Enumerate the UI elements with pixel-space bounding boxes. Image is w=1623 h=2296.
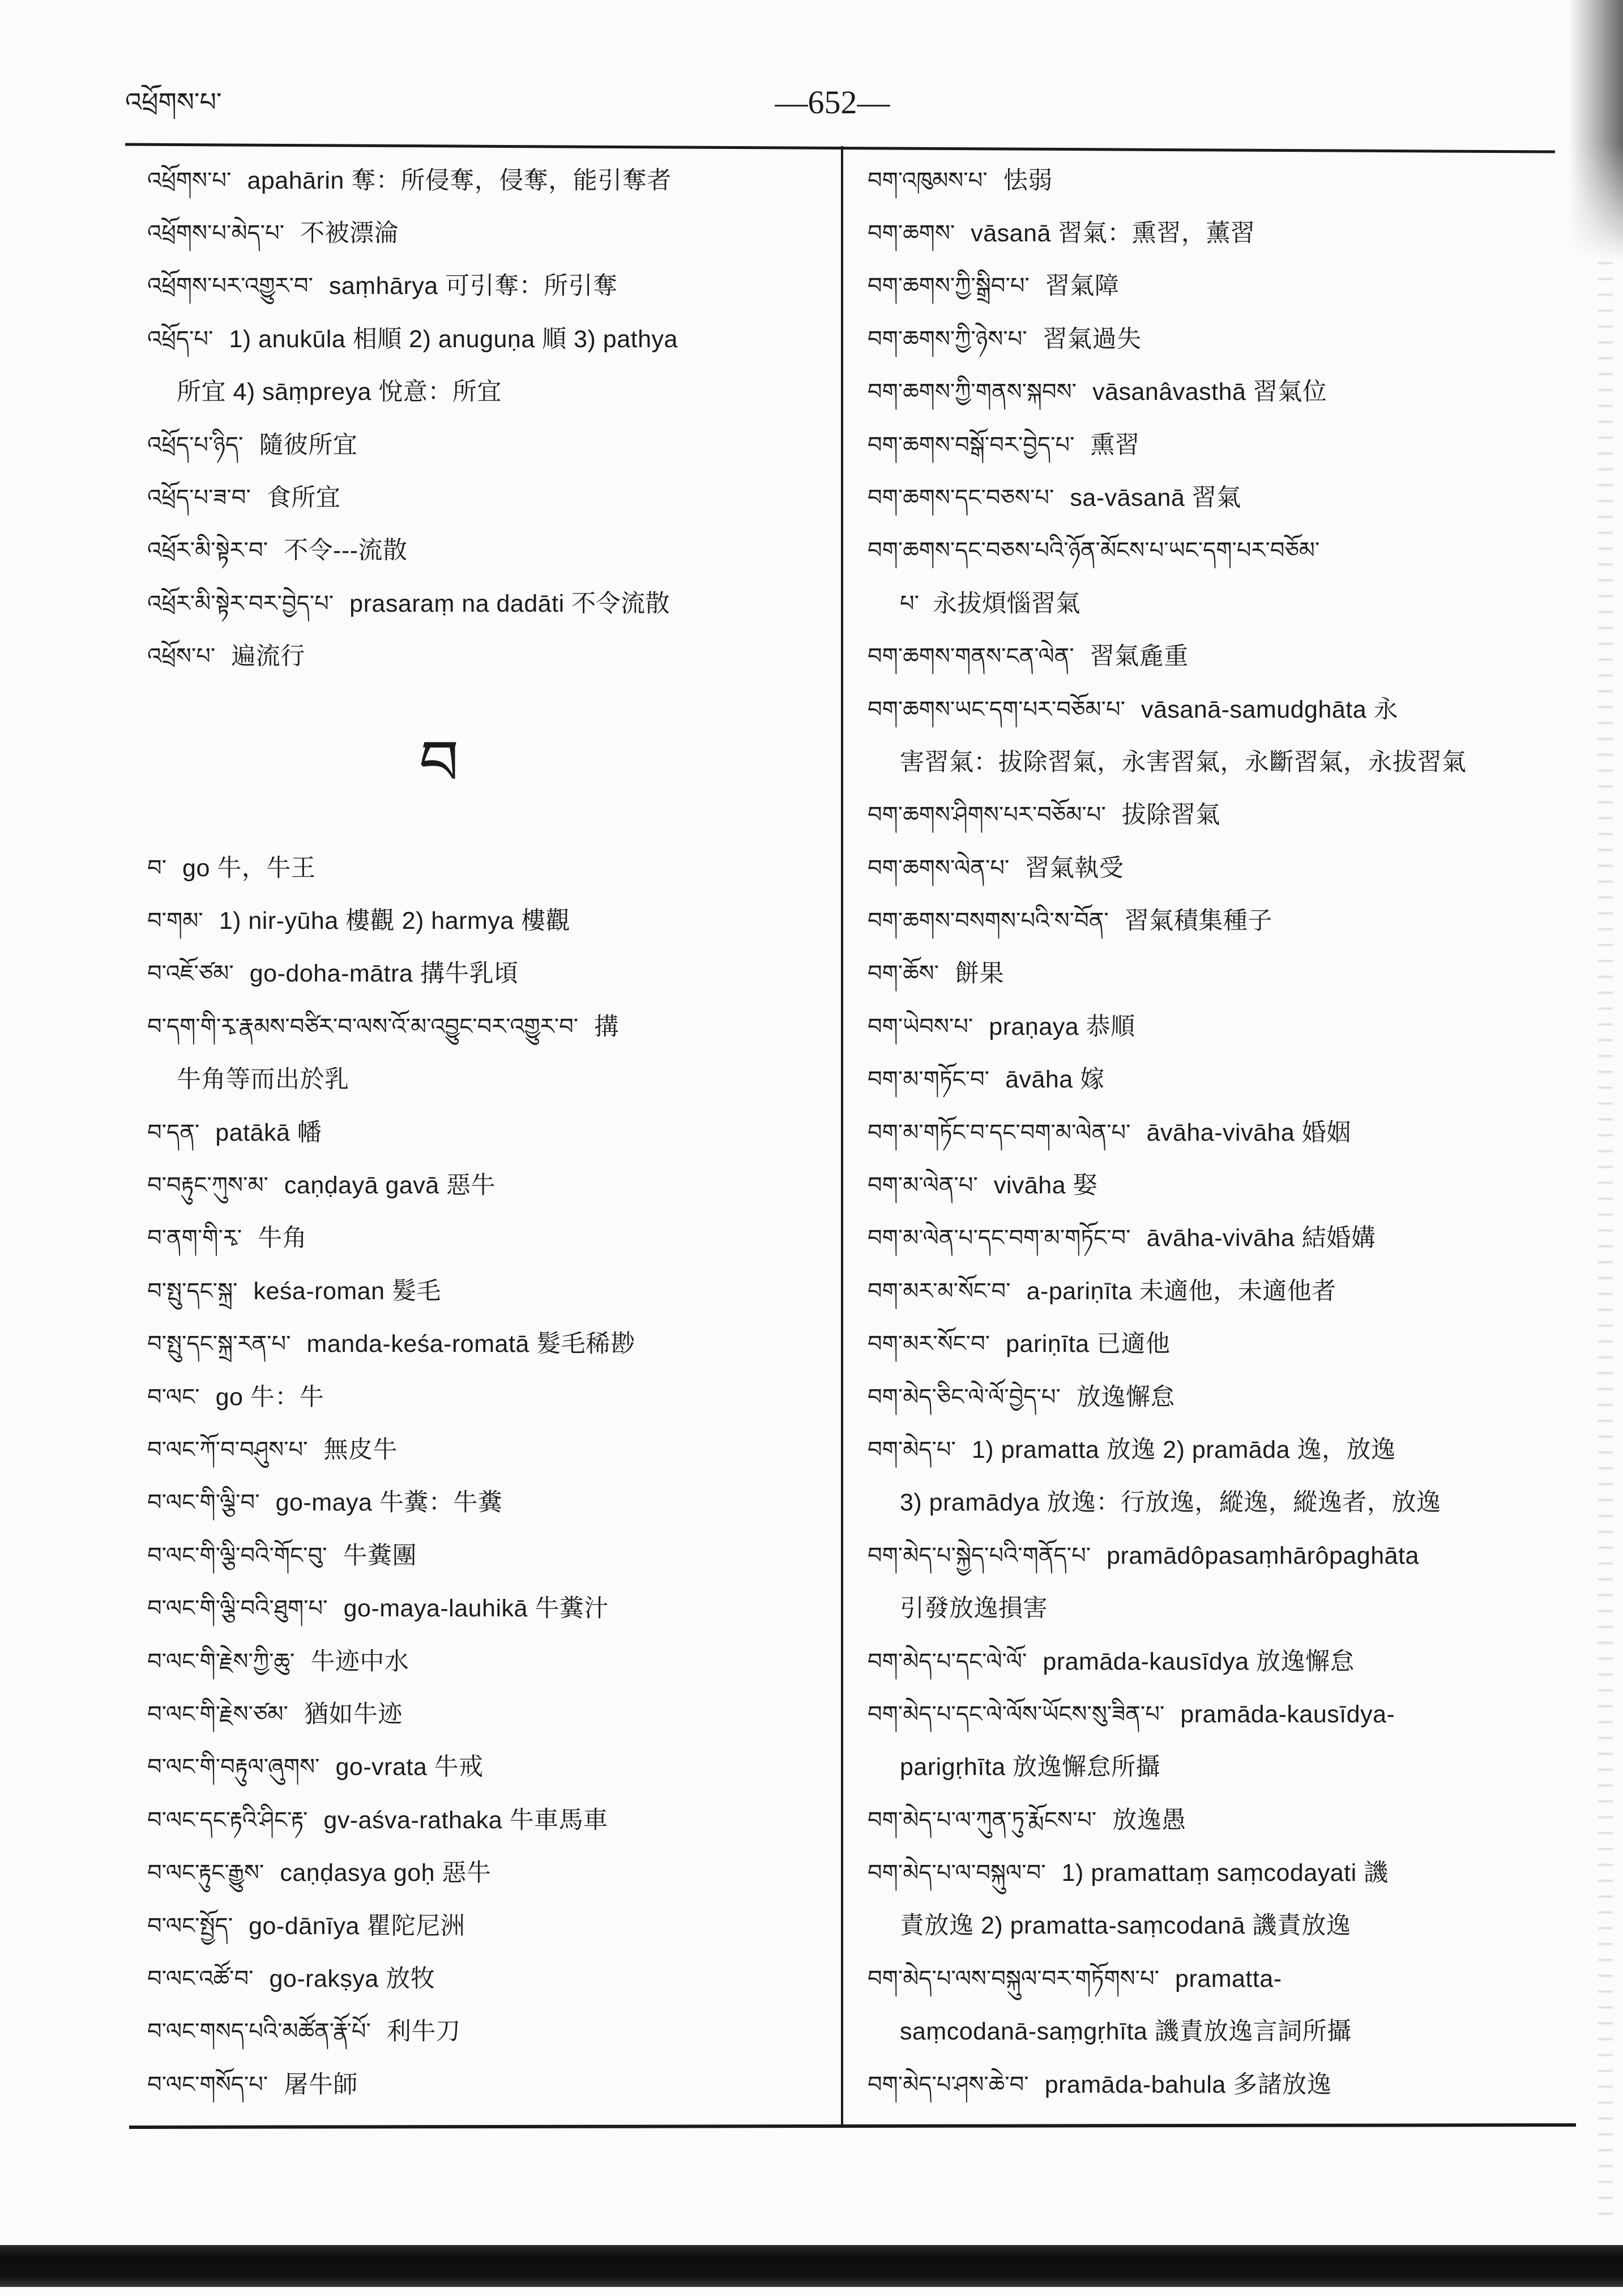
entry-headword: བག་ཆགས་ཀྱི་སྒྲིབ་པ་ <box>868 273 1030 300</box>
entry-headword: བག་ཆགས་ཡང་དག་པར་བཅོམ་པ་ <box>868 696 1125 723</box>
entry-line <box>147 313 815 366</box>
entry-headword: བ་ལང་རྟུང་རྒྱུས་ <box>147 1860 264 1887</box>
entry-continuation: 所宜 4) sāṃpreya 悅意：所宜 <box>177 378 502 406</box>
entry-headword: འཕྲོར་མི་སྟེར་བར་བྱེད་པ་ <box>147 590 334 617</box>
entry-definition: vivāha 娶 <box>993 1172 1098 1200</box>
entry-headword: བག་ཆགས་ཀྱི་གནས་སྐབས་ <box>868 379 1077 406</box>
entry-headword: བག་ཡེབས་པ་ <box>868 1013 973 1040</box>
entry-headword: བག་མ་གཏོང་བ་དང་བག་མ་ལེན་པ་ <box>868 1119 1131 1146</box>
entry-definition: 習氣積集種子 <box>1124 907 1272 935</box>
entry-continuation-line <box>147 1053 815 1106</box>
entry-headword: བག་མེད་པ་ལས་བསྐུལ་བར་གཏོགས་པ་ <box>868 1965 1160 1992</box>
entry-headword: བག་ཆགས་ཀྱི་ཉེས་པ་ <box>868 326 1027 352</box>
scan-edge-shadow <box>1569 0 1623 261</box>
entry-headword: བ་བརྟུང་ཀུས་མ་ <box>147 1172 268 1199</box>
entry-line <box>868 155 1530 207</box>
entry-headword: བག་མེད་པ་ལ་བསྐུལ་བ་ <box>868 1860 1046 1887</box>
entry-definition: apahārin 奪：所侵奪，侵奪，能引奪者 <box>247 167 672 194</box>
entry-line <box>868 789 1530 842</box>
entry-line <box>147 155 815 207</box>
entry-headword: བག་ཆགས་བསྒོ་བར་བྱེད་པ་ <box>868 432 1075 458</box>
entry-line <box>868 1847 1530 1900</box>
entry-definition: go-maya-lauhikā 牛糞汁 <box>343 1595 609 1623</box>
entry-line <box>147 1953 815 2005</box>
entry-line <box>147 578 815 630</box>
entry-headword: བག་ཆགས་གནས་ངན་ལེན་ <box>868 643 1074 670</box>
entry-line <box>147 1424 815 1476</box>
running-head: འཕྲོགས་པ་ <box>125 87 222 117</box>
entry-definition: 1) anukūla 相順 2) anuguṇa 順 3) pathya <box>229 325 678 353</box>
entry-definition: 牛角 <box>258 1224 307 1252</box>
entry-continuation: 害習氣：拔除習氣，永害習氣，永斷習氣，永拔習氣 <box>900 748 1467 776</box>
entry-line <box>868 1424 1530 1476</box>
entry-line <box>868 1212 1530 1265</box>
entry-line <box>868 1953 1530 2005</box>
entry-line <box>868 1318 1530 1371</box>
entry-definition: vāsanâvasthā 習氣位 <box>1092 378 1327 406</box>
entry-continuation-line <box>147 366 815 419</box>
entry-line <box>868 1636 1530 1688</box>
entry-line <box>147 2059 815 2111</box>
entry-line <box>868 684 1530 736</box>
entry-line <box>868 313 1530 366</box>
entry-definition: āvāha 嫁 <box>1005 1066 1105 1094</box>
entry-line <box>147 1318 815 1371</box>
entry-headword: བ་ལང་སྤྱོད་ <box>147 1913 233 1939</box>
entry-definition: go 牛，牛王 <box>182 854 316 882</box>
entry-line <box>868 1107 1530 1159</box>
entry-headword: བ་ལང་གི་རྗེས་ཙམ་ <box>147 1701 288 1727</box>
entry-headword: བག་མ་ལེན་པ་དང་བག་མ་གཏོང་བ་ <box>868 1225 1131 1252</box>
entry-line <box>868 2059 1530 2111</box>
entry-headword: བ་ལང་གསོད་པ་ <box>147 2071 268 2098</box>
scan-edge-speckle <box>1598 249 1613 2220</box>
entry-definition: 猶如牛迹 <box>304 1700 403 1728</box>
entry-line <box>147 472 815 524</box>
entry-continuation-line <box>868 578 1530 630</box>
entry-headword: བག་མེད་པ་སྐྱེད་པའི་གནོད་པ་ <box>868 1542 1091 1569</box>
entry-line <box>147 1530 815 1582</box>
entry-headword: བ་ལང་འཚོ་བ་ <box>147 1965 254 1992</box>
entry-continuation: parigṛhīta 放逸懈怠所攝 <box>900 1753 1161 1781</box>
entry-line <box>868 842 1530 895</box>
entry-definition: saṃhārya 可引奪：所引奪 <box>328 272 618 300</box>
entry-definition: 放逸懈怠 <box>1076 1383 1175 1411</box>
entry-definition: 習氣麁重 <box>1090 643 1189 671</box>
top-rule <box>125 144 1555 152</box>
entry-headword: བ་ལང་ <box>147 1384 200 1410</box>
entry-line <box>147 260 815 313</box>
entry-line <box>147 1582 815 1635</box>
entry-headword: བག་ཆགས་དང་བཅས་པའི་ཉོན་མོངས་པ་ཡང་དག་པར་བཅོམ་ <box>868 537 1320 564</box>
entry-line <box>868 419 1530 472</box>
entry-definition: 1) nir-yūha 樓觀 2) harmya 樓觀 <box>219 907 571 935</box>
entry-headword: བག་ཆོས་ <box>868 961 939 987</box>
entry-definition: 熏習 <box>1090 431 1140 459</box>
entry-definition: 習氣過失 <box>1043 325 1142 353</box>
entry-definition: pramādôpasaṃhārôpaghāta <box>1107 1542 1419 1569</box>
entry-continuation: 3) pramādya 放逸：行放逸，縱逸，縱逸者，放逸 <box>900 1489 1441 1517</box>
entry-line <box>147 1794 815 1847</box>
entry-line <box>868 895 1530 948</box>
entry-line <box>147 1212 815 1265</box>
entry-line <box>868 1001 1530 1053</box>
entry-line <box>147 2005 815 2058</box>
entry-definition: patākā 幡 <box>215 1119 322 1146</box>
entry-headword: བ་ལང་གསད་པའི་མཚོན་རྣོ་པོ་ <box>147 2018 371 2045</box>
entry-headword: བག་མེད་པ་ <box>868 1436 956 1463</box>
entry-headword: འཕྲོད་པ་ <box>147 326 213 352</box>
entry-definition: 牛迹中水 <box>310 1648 409 1675</box>
entry-continuation-line <box>868 1582 1530 1635</box>
entry-continuation: 引發放逸損害 <box>900 1595 1048 1623</box>
entry-line <box>147 1001 815 1053</box>
entry-headword: བ་གམ་ <box>147 908 203 934</box>
entry-line <box>147 419 815 472</box>
entry-line <box>147 1265 815 1318</box>
entry-definition: pariṇīta 已適他 <box>1006 1330 1171 1358</box>
entry-headword-continuation: པ་ <box>900 590 920 617</box>
entry-definition: 遍流行 <box>231 643 305 671</box>
entry-headword: བ་ <box>147 855 167 881</box>
entry-headword: བག་མེད་ཅིང་ལེ་ལོ་བྱེད་པ་ <box>868 1384 1061 1410</box>
entry-headword: བ་སྤུ་དང་སྐྲ་རན་པ་ <box>147 1331 291 1358</box>
entry-definition: caṇḍayā gavā 惡牛 <box>284 1172 496 1200</box>
entry-definition: 不令---流散 <box>284 537 408 565</box>
entry-definition: 拔除習氣 <box>1121 801 1220 829</box>
entry-definition: 怯弱 <box>1003 167 1053 194</box>
entry-headword: བ་དག་གི་རྭ་རྣམས་བཙིར་བ་ལས་འོ་མ་འབྱུང་བར་འགྱུར་བ་ <box>147 1013 579 1040</box>
entry-headword: བག་མེད་པ་ལ་ཀུན་ཏུ་རྨོངས་པ་ <box>868 1807 1097 1833</box>
entry-definition: 屠牛師 <box>284 2071 358 2098</box>
entry-definition: keśa-roman 髮毛 <box>253 1277 441 1305</box>
entry-headword: བག་མེད་པ་ཤས་ཆེ་བ་ <box>868 2071 1029 2098</box>
entry-definition: 牛糞團 <box>343 1542 417 1569</box>
entry-headword: བག་ཆགས་བསགས་པའི་ས་བོན་ <box>868 908 1109 934</box>
left-column <box>147 155 815 2111</box>
entry-headword: བག་མ་ལེན་པ་ <box>868 1172 978 1199</box>
entry-line <box>868 948 1530 1000</box>
entry-line <box>868 366 1530 419</box>
entry-definition: gv-aśva-rathaka 牛車馬車 <box>323 1806 608 1834</box>
entry-block <box>868 155 1530 2111</box>
entry-continuation: 永拔煩惱習氣 <box>933 590 1081 617</box>
entry-continuation-line <box>868 1741 1530 1794</box>
entry-definition: praṇaya 恭順 <box>989 1013 1135 1040</box>
page-number: —652— <box>775 84 890 121</box>
entry-definition: 1) pramattaṃ saṃcodayati 譏 <box>1061 1859 1389 1887</box>
entry-continuation-line <box>868 1476 1530 1529</box>
entry-definition: āvāha-vivāha 婚姻 <box>1146 1119 1351 1146</box>
entry-continuation-line <box>868 2005 1530 2058</box>
entry-line <box>868 1371 1530 1424</box>
entry-line <box>868 524 1530 577</box>
entry-headword: བག་མར་སོང་བ་ <box>868 1331 990 1358</box>
entry-line <box>147 1476 815 1529</box>
entry-continuation: saṃcodanā-saṃgṛhīta 譏責放逸言詞所攝 <box>900 2018 1352 2046</box>
entry-definition: a-pariṇīta 未適他，未適他者 <box>1026 1277 1336 1305</box>
entry-definition: vāsanā 習氣：熏習，薰習 <box>971 219 1255 247</box>
entry-headword: བག་ཆགས་དང་བཅས་པ་ <box>868 484 1054 511</box>
entry-definition: caṇḍasya goḥ 惡牛 <box>280 1859 492 1887</box>
entry-headword: བ་ནག་གི་རྭ་ <box>147 1225 242 1252</box>
entry-headword: བག་མར་མ་སོང་བ་ <box>868 1278 1011 1304</box>
entry-headword: འཕྲོགས་པ་མེད་པ་ <box>147 220 285 246</box>
entry-block <box>147 155 815 684</box>
entry-line <box>868 1530 1530 1582</box>
entry-line <box>147 1636 815 1688</box>
entry-headword: བ་ལང་གི་རྗེས་ཀྱི་ཆུ་ <box>147 1648 295 1675</box>
entry-definition: 隨彼所宜 <box>259 431 358 459</box>
entry-definition: 食所宜 <box>266 484 341 511</box>
entry-line <box>868 1688 1530 1741</box>
entry-definition: 無皮牛 <box>323 1436 398 1463</box>
entry-headword: འཕྲོས་པ་ <box>147 643 216 670</box>
entry-definition: āvāha-vivāha 結婚媾 <box>1146 1224 1376 1252</box>
entry-definition: 放逸愚 <box>1112 1806 1186 1834</box>
entry-headword: འཕྲོད་པ་ཉིད་ <box>147 432 244 458</box>
entry-line <box>868 1265 1530 1318</box>
entry-definition: vāsanā-samudghāta 永 <box>1141 695 1399 723</box>
entry-definition: pramāda-kausīdya- <box>1180 1700 1395 1728</box>
entry-headword: འཕྲོགས་པར་འགྱུར་བ་ <box>147 273 313 300</box>
entry-line <box>868 630 1530 683</box>
entry-definition: prasaraṃ na dadāti 不令流散 <box>349 590 670 617</box>
entry-line <box>147 1741 815 1794</box>
entry-continuation-line <box>868 736 1530 789</box>
entry-headword: བ་ལང་གི་ལྕི་བ་ <box>147 1490 260 1516</box>
entry-headword: བག་ཆགས་ལེན་པ་ <box>868 855 1010 881</box>
entry-continuation: 責放逸 2) pramatta-saṃcodanā 譏責放逸 <box>900 1912 1351 1940</box>
entry-block <box>147 842 815 2111</box>
entry-line <box>868 1159 1530 1212</box>
entry-headword: བག་འཁུམས་པ་ <box>868 167 988 194</box>
entry-line <box>147 630 815 683</box>
bottom-rule <box>129 2125 1576 2127</box>
entry-line <box>868 207 1530 260</box>
entry-definition: go-maya 牛糞：牛糞 <box>275 1489 503 1517</box>
entry-continuation-line <box>868 1900 1530 1952</box>
entry-definition: go-doha-mātra 搆牛乳頃 <box>249 960 519 988</box>
entry-headword: བག་ཆགས་ <box>868 220 955 246</box>
scan-bottom-band <box>0 2245 1623 2287</box>
entry-line <box>147 948 815 1000</box>
entry-definition: 1) pramatta 放逸 2) pramāda 逸，放逸 <box>971 1436 1396 1463</box>
entry-definition: 利牛刀 <box>386 2018 461 2046</box>
entry-definition: 餅果 <box>955 960 1005 988</box>
entry-definition: manda-keśa-romatā 髮毛稀尠 <box>306 1330 635 1358</box>
entry-headword: བ་དན་ <box>147 1119 200 1146</box>
entry-definition: 習氣障 <box>1045 272 1120 300</box>
section-letter: བ <box>419 726 459 799</box>
entry-line <box>147 1107 815 1159</box>
entry-headword: བག་མ་གཏོང་བ་ <box>868 1066 990 1093</box>
entry-line <box>147 895 815 948</box>
entry-headword: འཕྲོགས་པ་ <box>147 167 232 194</box>
entry-headword: འཕྲོར་མི་སྟེར་བ་ <box>147 537 268 564</box>
entry-definition: pramāda-bahula 多諸放逸 <box>1044 2071 1332 2098</box>
entry-definition: 不被漂淪 <box>300 219 399 247</box>
entry-line <box>868 472 1530 524</box>
entry-definition: go 牛：牛 <box>215 1383 324 1411</box>
entry-headword: བ་ལང་གི་ལྕི་བའི་ཐུག་པ་ <box>147 1595 328 1622</box>
entry-continuation: 牛角等而出於乳 <box>177 1066 349 1094</box>
entry-line <box>147 1688 815 1741</box>
entry-headword: བ་ལང་གི་ལྕི་བའི་གོང་བུ་ <box>147 1542 327 1569</box>
entry-line <box>147 1847 815 1900</box>
entry-line <box>147 524 815 577</box>
entry-line <box>147 207 815 260</box>
right-column <box>868 155 1530 2111</box>
entry-line <box>147 1900 815 1953</box>
entry-definition: go-dānīya 瞿陀尼洲 <box>249 1912 465 1940</box>
entry-headword: བ་ལང་ཀོ་བ་བཤུས་པ་ <box>147 1436 308 1463</box>
entry-headword: བ་འཇོ་ཙམ་ <box>147 961 234 987</box>
entry-line <box>868 1794 1530 1847</box>
entry-headword: བག་མེད་པ་དང་ལེ་ལོ་ <box>868 1648 1027 1675</box>
entry-definition: 搆 <box>594 1013 619 1040</box>
entry-headword: བ་ལང་གི་བརྟུལ་ཞུགས་ <box>147 1754 320 1781</box>
entry-headword: བ་ལང་དང་རྟའི་ཤིང་རྟ་ <box>147 1807 308 1833</box>
entry-line <box>868 260 1530 313</box>
entry-line <box>147 842 815 895</box>
entry-definition: go-rakṣya 放牧 <box>269 1965 435 1992</box>
entry-definition: go-vrata 牛戒 <box>335 1753 484 1781</box>
entry-definition: pramatta- <box>1175 1965 1282 1992</box>
entry-line <box>147 1159 815 1212</box>
entry-definition: 習氣執受 <box>1025 854 1124 882</box>
entry-headword: བག་མེད་པ་དང་ལེ་ལོས་ཡོངས་སུ་ཟིན་པ་ <box>868 1701 1165 1727</box>
entry-line <box>868 1053 1530 1106</box>
entry-definition: pramāda-kausīdya 放逸懈怠 <box>1043 1648 1355 1675</box>
entry-headword: བག་ཆགས་ཤིགས་པར་བཅོམ་པ་ <box>868 802 1106 829</box>
entry-definition: sa-vāsanā 習氣 <box>1070 484 1241 511</box>
entry-headword: འཕྲོད་པ་ཟ་བ་ <box>147 484 251 511</box>
entry-headword: བ་སྤུ་དང་སྐྲ་ <box>147 1278 238 1304</box>
entry-line <box>147 1371 815 1424</box>
